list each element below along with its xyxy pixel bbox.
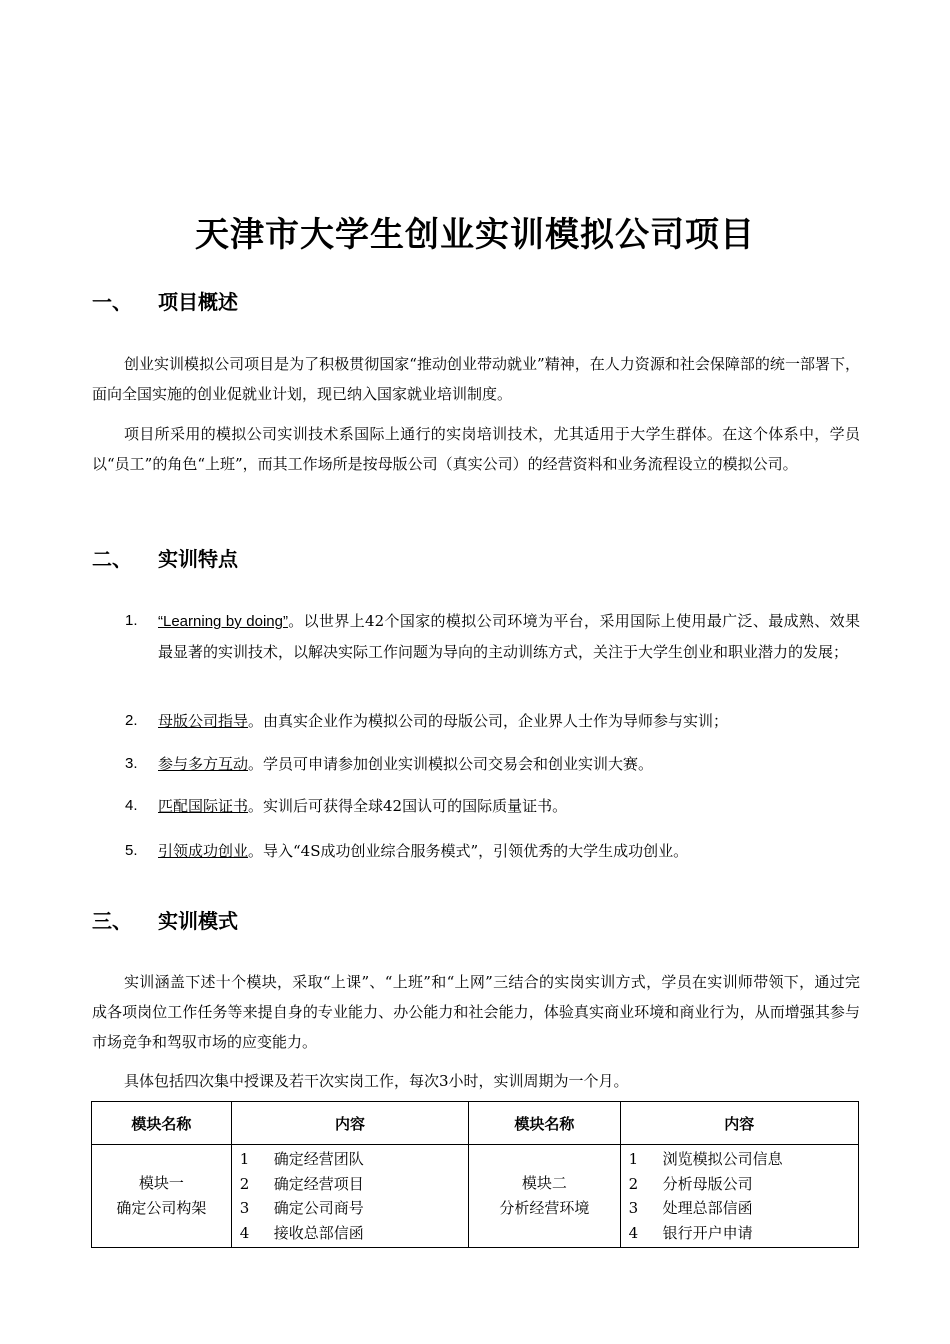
list-text [158, 836, 860, 867]
table-header-row [92, 1102, 859, 1145]
feature-description: 。实训后可获得全球42国认可的国际质量证书。 [248, 797, 568, 815]
module-description: 确定公司构架 [116, 1199, 207, 1217]
list-text [158, 706, 860, 737]
item-number: 2 [239, 1174, 250, 1193]
column-header: 模块名称 [92, 1102, 232, 1145]
feature-description: 。学员可申请参加创业实训模拟公司交易会和创业实训大赛。 [248, 755, 654, 773]
module-name: 模块一 [138, 1174, 184, 1192]
list-item [629, 1147, 858, 1172]
feature-description: 。由真实企业作为模拟公司的母版公司，企业界人士作为导师参与实训； [248, 712, 729, 730]
feature-keyword: 母版公司指导 [158, 713, 249, 730]
content-cell [620, 1145, 858, 1248]
module-table [91, 1101, 859, 1248]
table-row [92, 1145, 859, 1248]
section-heading-overview [92, 286, 238, 315]
module-cell [92, 1145, 232, 1248]
item-number: 3 [628, 1199, 639, 1217]
mode-paragraph-1: 实训涵盖下述十个模块，采取“上课”、“上班”和“上网”三结合的实岗实训方式，学员在实训师带领下，通过完成各项岗位工作任务等来提自身的专业能力、办公能力和社会能力，体验真实商业环境和商业行为，从而增强其参与市场竞争和驾驭市场的应变能力。 [92, 973, 860, 1051]
list-number: 3. [125, 755, 138, 772]
item-text: 分析母版公司 [662, 1174, 753, 1193]
item-text: 确定公司商号 [273, 1199, 364, 1217]
item-number: 4 [628, 1223, 639, 1242]
module-name: 模块二 [521, 1174, 567, 1192]
item-text: 确定经营团队 [273, 1150, 364, 1168]
item-number: 1 [628, 1150, 639, 1168]
section-number: 三、 [92, 909, 132, 933]
feature-keyword: 参与多方互动 [158, 756, 249, 773]
item-text: 处理总部信函 [662, 1199, 753, 1217]
list-item [240, 1172, 468, 1197]
item-number: 3 [239, 1199, 250, 1217]
item-text: 银行开户申请 [662, 1223, 753, 1242]
list-item [240, 1221, 468, 1246]
column-header: 内容 [231, 1102, 468, 1145]
section-title: 项目概述 [158, 290, 238, 314]
column-header: 模块名称 [469, 1102, 620, 1145]
item-number: 1 [239, 1150, 250, 1168]
list-item [629, 1196, 858, 1221]
item-text: 接收总部信函 [273, 1223, 364, 1242]
feature-keyword: “Learning by doing” [158, 613, 288, 630]
section-heading-mode [92, 905, 238, 934]
item-number: 4 [239, 1223, 250, 1242]
column-header: 内容 [620, 1102, 858, 1145]
item-text: 浏览模拟公司信息 [662, 1150, 783, 1168]
list-text [158, 606, 860, 667]
module-cell [469, 1145, 620, 1248]
list-text [158, 749, 860, 780]
section-heading-features [92, 543, 238, 572]
feature-keyword: 匹配国际证书 [158, 798, 249, 815]
content-cell [231, 1145, 468, 1248]
feature-keyword: 引领成功创业 [158, 843, 249, 860]
list-item [629, 1172, 858, 1197]
section-title: 实训模式 [158, 909, 238, 933]
document-title: 天津市大学生创业实训模拟公司项目 [195, 215, 755, 255]
item-number: 2 [628, 1174, 639, 1193]
mode-paragraph-2: 具体包括四次集中授课及若干次实岗工作，每次3小时，实训周期为一个月。 [124, 1072, 629, 1090]
list-number: 4. [125, 797, 138, 814]
feature-description: 。以世界上42个国家的模拟公司环境为平台，采用国际上使用最广泛、最成熟、效果最显著的实训技术，以解决实际工作问题为导向的主动训练方式，关注于大学生创业和职业潜力的发展； [158, 612, 860, 661]
feature-description: 。导入“4S成功创业综合服务模式”，引领优秀的大学生成功创业。 [248, 842, 689, 860]
module-description: 分析经营环境 [499, 1199, 590, 1217]
overview-paragraph-2: 项目所采用的模拟公司实训技术系国际上通行的实岗培训技术，尤其适用于大学生群体。在这个体系中，学员以“员工”的角色“上班”，而其工作场所是按母版公司（真实公司）的经营资料和业务流程设立的模拟公司。 [92, 425, 860, 473]
section-title: 实训特点 [158, 547, 238, 571]
list-number: 1. [125, 612, 138, 629]
list-number: 2. [125, 712, 138, 729]
section-number: 一、 [92, 290, 132, 314]
list-item [240, 1147, 468, 1172]
list-item [629, 1221, 858, 1246]
item-text: 确定经营项目 [273, 1174, 364, 1193]
overview-paragraph-1: 创业实训模拟公司项目是为了积极贯彻国家“推动创业带动就业”精神，在人力资源和社会保障部的统一部署下，面向全国实施的创业促就业计划，现已纳入国家就业培训制度。 [92, 355, 860, 403]
list-item [240, 1196, 468, 1221]
section-number: 二、 [92, 547, 132, 571]
list-number: 5. [125, 842, 138, 859]
list-text [158, 791, 860, 822]
